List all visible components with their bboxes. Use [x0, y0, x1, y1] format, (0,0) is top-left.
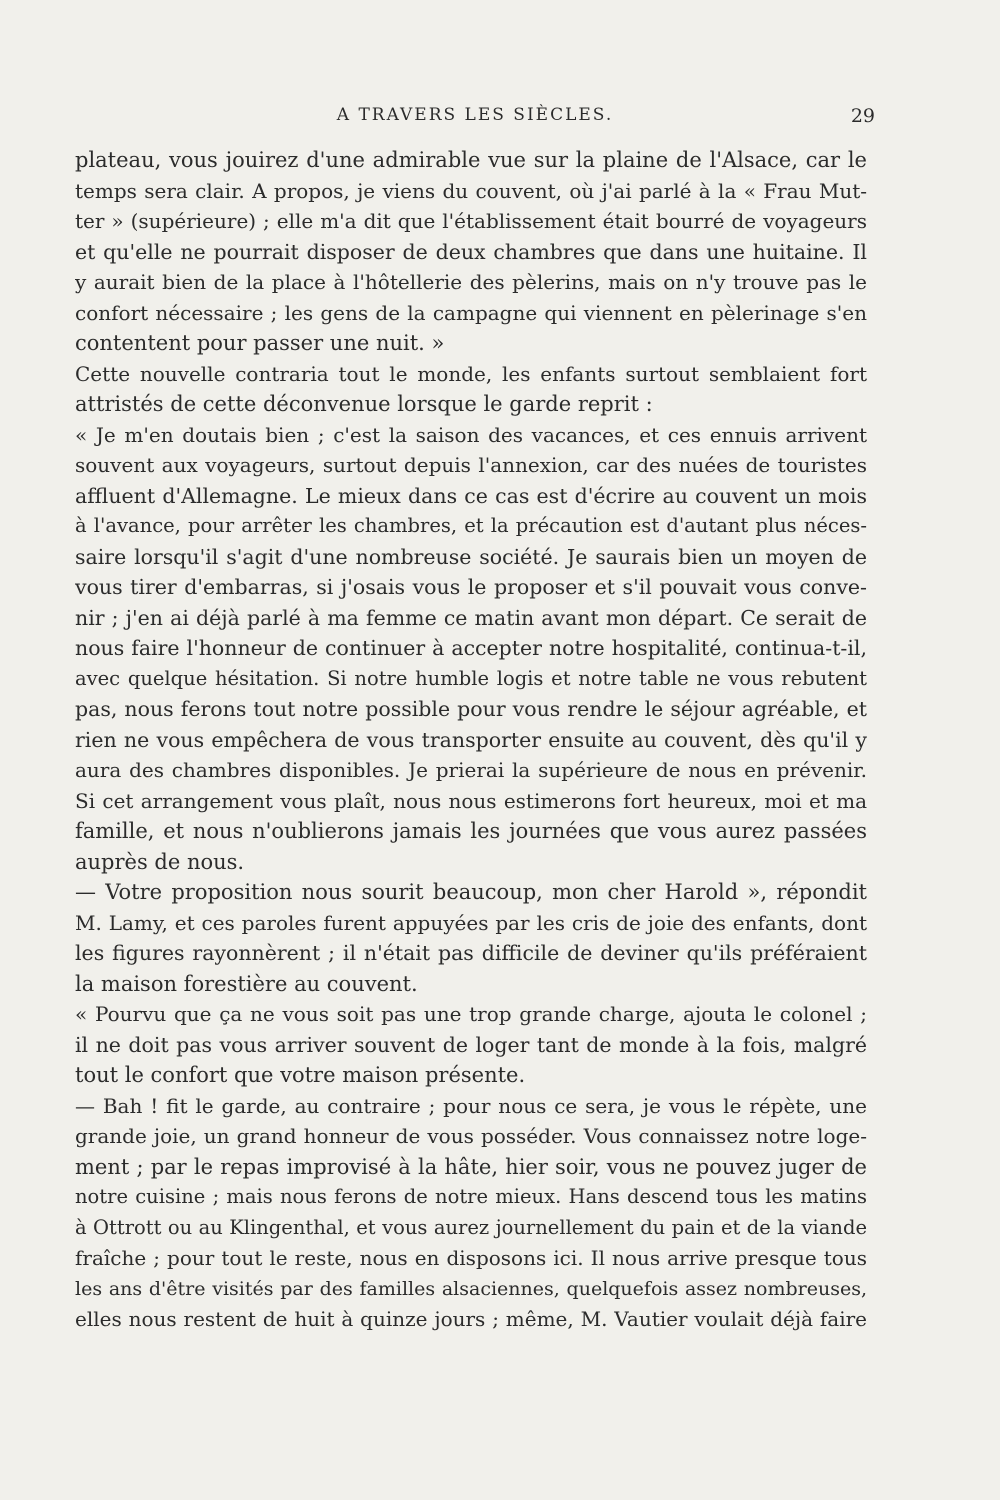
text-line: ter » (supérieure) ; elle m'a dit que l'établissement était bourré de voyageurs	[75, 209, 867, 233]
running-title: A TRAVERS LES SIÈCLES.	[336, 105, 614, 125]
text-line: nous faire l'honneur de continuer à accepter notre hospitalité, continua-t-il,	[75, 636, 867, 660]
text-line: les ans d'être visités par des familles alsaciennes, quelquefois assez nombreuses,	[75, 1277, 867, 1300]
text-line: à l'avance, pour arrêter les chambres, et la précaution est d'autant plus néces-	[75, 514, 867, 537]
text-line: nir ; j'en ai déjà parlé à ma femme ce matin avant mon départ. Ce serait de	[75, 605, 867, 630]
text-line: contentent pour passer une nuit. »	[75, 331, 445, 355]
text-line: à Ottrott ou au Klingenthal, et vous aurez journellement du pain et de la viande	[75, 1215, 867, 1239]
text-line: grande joie, un grand honneur de vous posséder. Vous connaissez notre loge-	[75, 1124, 867, 1148]
text-line: affluent d'Allemagne. Le mieux dans ce cas est d'écrire au couvent un mois	[75, 483, 867, 508]
text-line: souvent aux voyageurs, surtout depuis l'annexion, car des nuées de touristes	[75, 453, 867, 477]
text-line: notre cuisine ; mais nous ferons de notre mieux. Hans descend tous les matins	[75, 1185, 867, 1208]
text-line: vous tirer d'embarras, si j'osais vous le proposer et s'il pouvait vous conve-	[75, 575, 867, 599]
text-line: auprès de nous.	[75, 849, 245, 874]
text-line: Cette nouvelle contraria tout le monde, les enfants surtout semblaient fort	[75, 361, 867, 386]
text-line: rien ne vous empêchera de vous transporter ensuite au couvent, dès qu'il y	[75, 727, 867, 752]
text-line: confort nécessaire ; les gens de la campagne qui viennent en pèlerinage s'en	[75, 300, 867, 325]
text-line: fraîche ; pour tout le reste, nous en disposons ici. Il nous arrive presque tous	[75, 1246, 867, 1270]
text-line: et qu'elle ne pourrait disposer de deux chambres que dans une huitaine. Il	[75, 239, 867, 264]
text-line: aura des chambres disponibles. Je prierai la supérieure de nous en prévenir.	[75, 758, 867, 782]
text-line: Si cet arrangement vous plaît, nous nous estimerons fort heureux, moi et ma	[75, 788, 867, 813]
text-line: « Je m'en doutais bien ; c'est la saison des vacances, et ces ennuis arrivent	[75, 422, 867, 447]
text-line: il ne doit pas vous arriver souvent de loger tant de monde à la fois, malgré	[75, 1032, 867, 1057]
page-number: 29	[850, 105, 875, 127]
text-line: avec quelque hésitation. Si notre humble logis et notre table ne vous rebutent	[75, 666, 867, 690]
text-line: elles nous restent de huit à quinze jours ; même, M. Vautier voulait déjà faire	[75, 1307, 867, 1331]
text-line: famille, et nous n'oublierons jamais les journées que vous aurez passées	[75, 819, 867, 843]
text-line: pas, nous ferons tout notre possible pour vous rendre le séjour agréable, et	[75, 697, 867, 721]
body-text	[75, 145, 867, 1335]
text-line: saire lorsqu'il s'agit d'une nombreuse société. Je saurais bien un moyen de	[75, 544, 867, 569]
text-line: ment ; par le repas improvisé à la hâte, hier soir, vous ne pouvez juger de	[75, 1154, 867, 1179]
text-line: y aurait bien de la place à l'hôtellerie des pèlerins, mais on n'y trouve pas le	[75, 270, 867, 294]
running-header	[75, 105, 875, 135]
text-line: plateau, vous jouirez d'une admirable vue sur la plaine de l'Alsace, car le	[75, 148, 867, 172]
text-line: « Pourvu que ça ne vous soit pas une trop grande charge, ajouta le colonel ;	[75, 1002, 867, 1026]
text-line: les figures rayonnèrent ; il n'était pas difficile de deviner qu'ils préféraient	[75, 941, 867, 965]
text-line: temps sera clair. A propos, je viens du couvent, où j'ai parlé à la « Frau Mut-	[75, 178, 867, 203]
text-line: attristés de cette déconvenue lorsque le garde reprit :	[75, 392, 653, 416]
text-line: — Bah ! fit le garde, au contraire ; pour nous ce sera, je vous le répète, une	[75, 1093, 867, 1118]
text-line: tout le confort que votre maison présente.	[75, 1063, 526, 1087]
text-line: M. Lamy, et ces paroles furent appuyées par les cris de joie des enfants, dont	[75, 910, 867, 935]
text-line: la maison forestière au couvent.	[75, 971, 418, 996]
text-line: — Votre proposition nous sourit beaucoup, mon cher Harold », répondit	[75, 880, 867, 904]
